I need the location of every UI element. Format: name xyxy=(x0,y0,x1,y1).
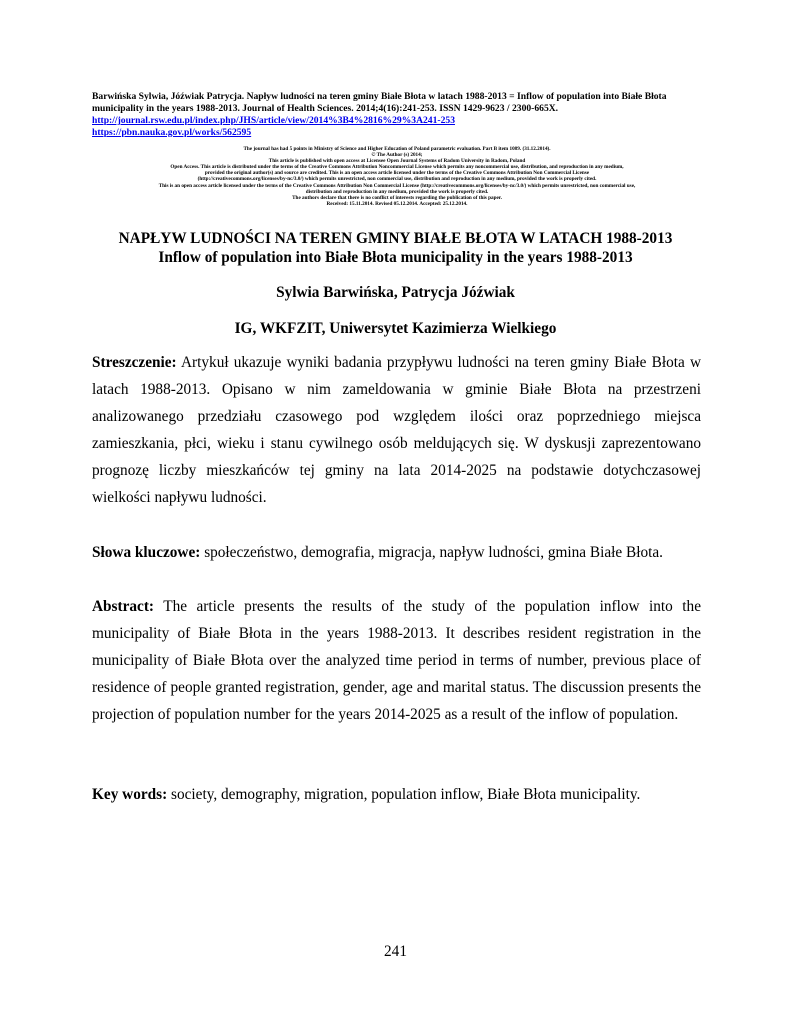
notice-line: provided the original author(s) and source are credited. This is an open access article licensed under the terms of the Creative Commons Attribution Non Commercial License xyxy=(204,170,590,177)
notice-line: This article is published with open access at Licensee Open Journal Systems of Radom University in Radom, Poland xyxy=(268,158,526,165)
pbn-works-link[interactable]: https://pbn.nauka.gov.pl/works/562595 xyxy=(92,127,252,138)
key-words-text: society, demography, migration, population inflow, Białe Błota municipality. xyxy=(171,786,641,803)
authors: Sylwia Barwińska, Patrycja Jóźwiak xyxy=(276,284,515,301)
abstract-label: Abstract: xyxy=(92,598,155,615)
title-english: Inflow of population into Białe Błota municipality in the years 1988-2013 xyxy=(158,249,633,266)
key-words-label: Key words: xyxy=(92,786,168,803)
abstract-text: The article presents the results of the study of the population inflow into the municipality of Białe Błota in the years 1988-2013. It describes resident registration in the municipality of Białe Błota over the analyzed time period in terms of number, previous place of residence of people granted registration, gender, age and marital status. The discussion presents the projection of population number for the years 2014-2025 as a result of the inflow of population. xyxy=(92,598,701,724)
notice-line: (http://creativecommons.org/licenses/by-nc/3.0/) which permits unrestricted, non commercial use, distribution and reproduction in any medium, provided the work is properly cited. xyxy=(197,176,597,183)
abstract-paragraph xyxy=(92,593,701,728)
key-words-paragraph xyxy=(92,781,701,808)
streszczenie-paragraph xyxy=(92,349,701,512)
notice-line: The authors declare that there is no conflict of interests regarding the publication of this paper. xyxy=(292,194,502,201)
notice-line: © The Author (s) 2014; xyxy=(371,152,423,159)
notice-line: The journal has had 5 points in Ministry of Science and Higher Education of Poland parametric evaluation. Part B item 1089. (31.12.2014). xyxy=(243,146,551,152)
notice-line: Received: 15.11.2014. Revised 05.12.2014. Accepted: 25.12.2014. xyxy=(326,200,468,207)
slowa-kluczowe-label: Słowa kluczowe: xyxy=(92,544,201,561)
streszczenie-text: Artykuł ukazuje wyniki badania przypływu ludności na teren gminy Białe Błota w latach 1988-2013. Opisano w nim zameldowania w gminie Białe Błota na przestrzeni analizowanego przedziału czasowego pod względem ilości oraz poprzedniego miejsca zamieszkania, płci, wieku i stanu cywilnego osób meldujących się. W dyskusji zaprezentowano prognozę liczby mieszkańców tej gminy na lata 2014-2025 na podstawie dotychczasowej wielkości napływu ludności. xyxy=(92,354,701,507)
streszczenie-label: Streszczenie: xyxy=(92,354,177,371)
title-polish: NAPŁYW LUDNOŚCI NA TEREN GMINY BIAŁE BŁOTA W LATACH 1988-2013 xyxy=(118,230,673,247)
citation-text: Barwińska Sylwia, Jóźwiak Patrycja. Napływ ludności na teren gminy Białe Błota w latach 1988-2013 = Inflow of population into Białe Błota municipality in the years 1988-2013. Journal of Health Sciences. 2014;4(16):241-253. ISSN 1429-9623 / 2300-665X. xyxy=(92,91,667,114)
notice-line: Open Access. This article is distributed under the terms of the Creative Commons Attribution Noncommercial License which permits any noncommercial use, distribution, and reproduction in any medium, xyxy=(170,164,624,171)
affiliation: IG, WKFZIT, Uniwersytet Kazimierza Wielkiego xyxy=(234,320,557,337)
slowa-kluczowe-text: społeczeństwo, demografia, migracja, napływ ludności, gmina Białe Błota. xyxy=(204,544,663,561)
article-title xyxy=(60,229,731,267)
notice-line: This is an open access article licensed under the terms of the Creative Commons Attribution Non Commercial License (http://creativecommons.org/licenses/by-nc/3.0/) which permits unrestricted, non commercial use, xyxy=(158,182,636,189)
citation-block xyxy=(92,91,702,139)
journal-article-link[interactable]: http://journal.rsw.edu.pl/index.php/JHS/article/view/2014%3B4%2816%29%3A241-253 xyxy=(92,115,455,126)
page-number: 241 xyxy=(384,943,407,960)
slowa-kluczowe-paragraph xyxy=(92,539,701,566)
license-notice xyxy=(92,146,702,207)
notice-line: distribution and reproduction in any medium, provided the work is properly cited. xyxy=(305,188,489,195)
